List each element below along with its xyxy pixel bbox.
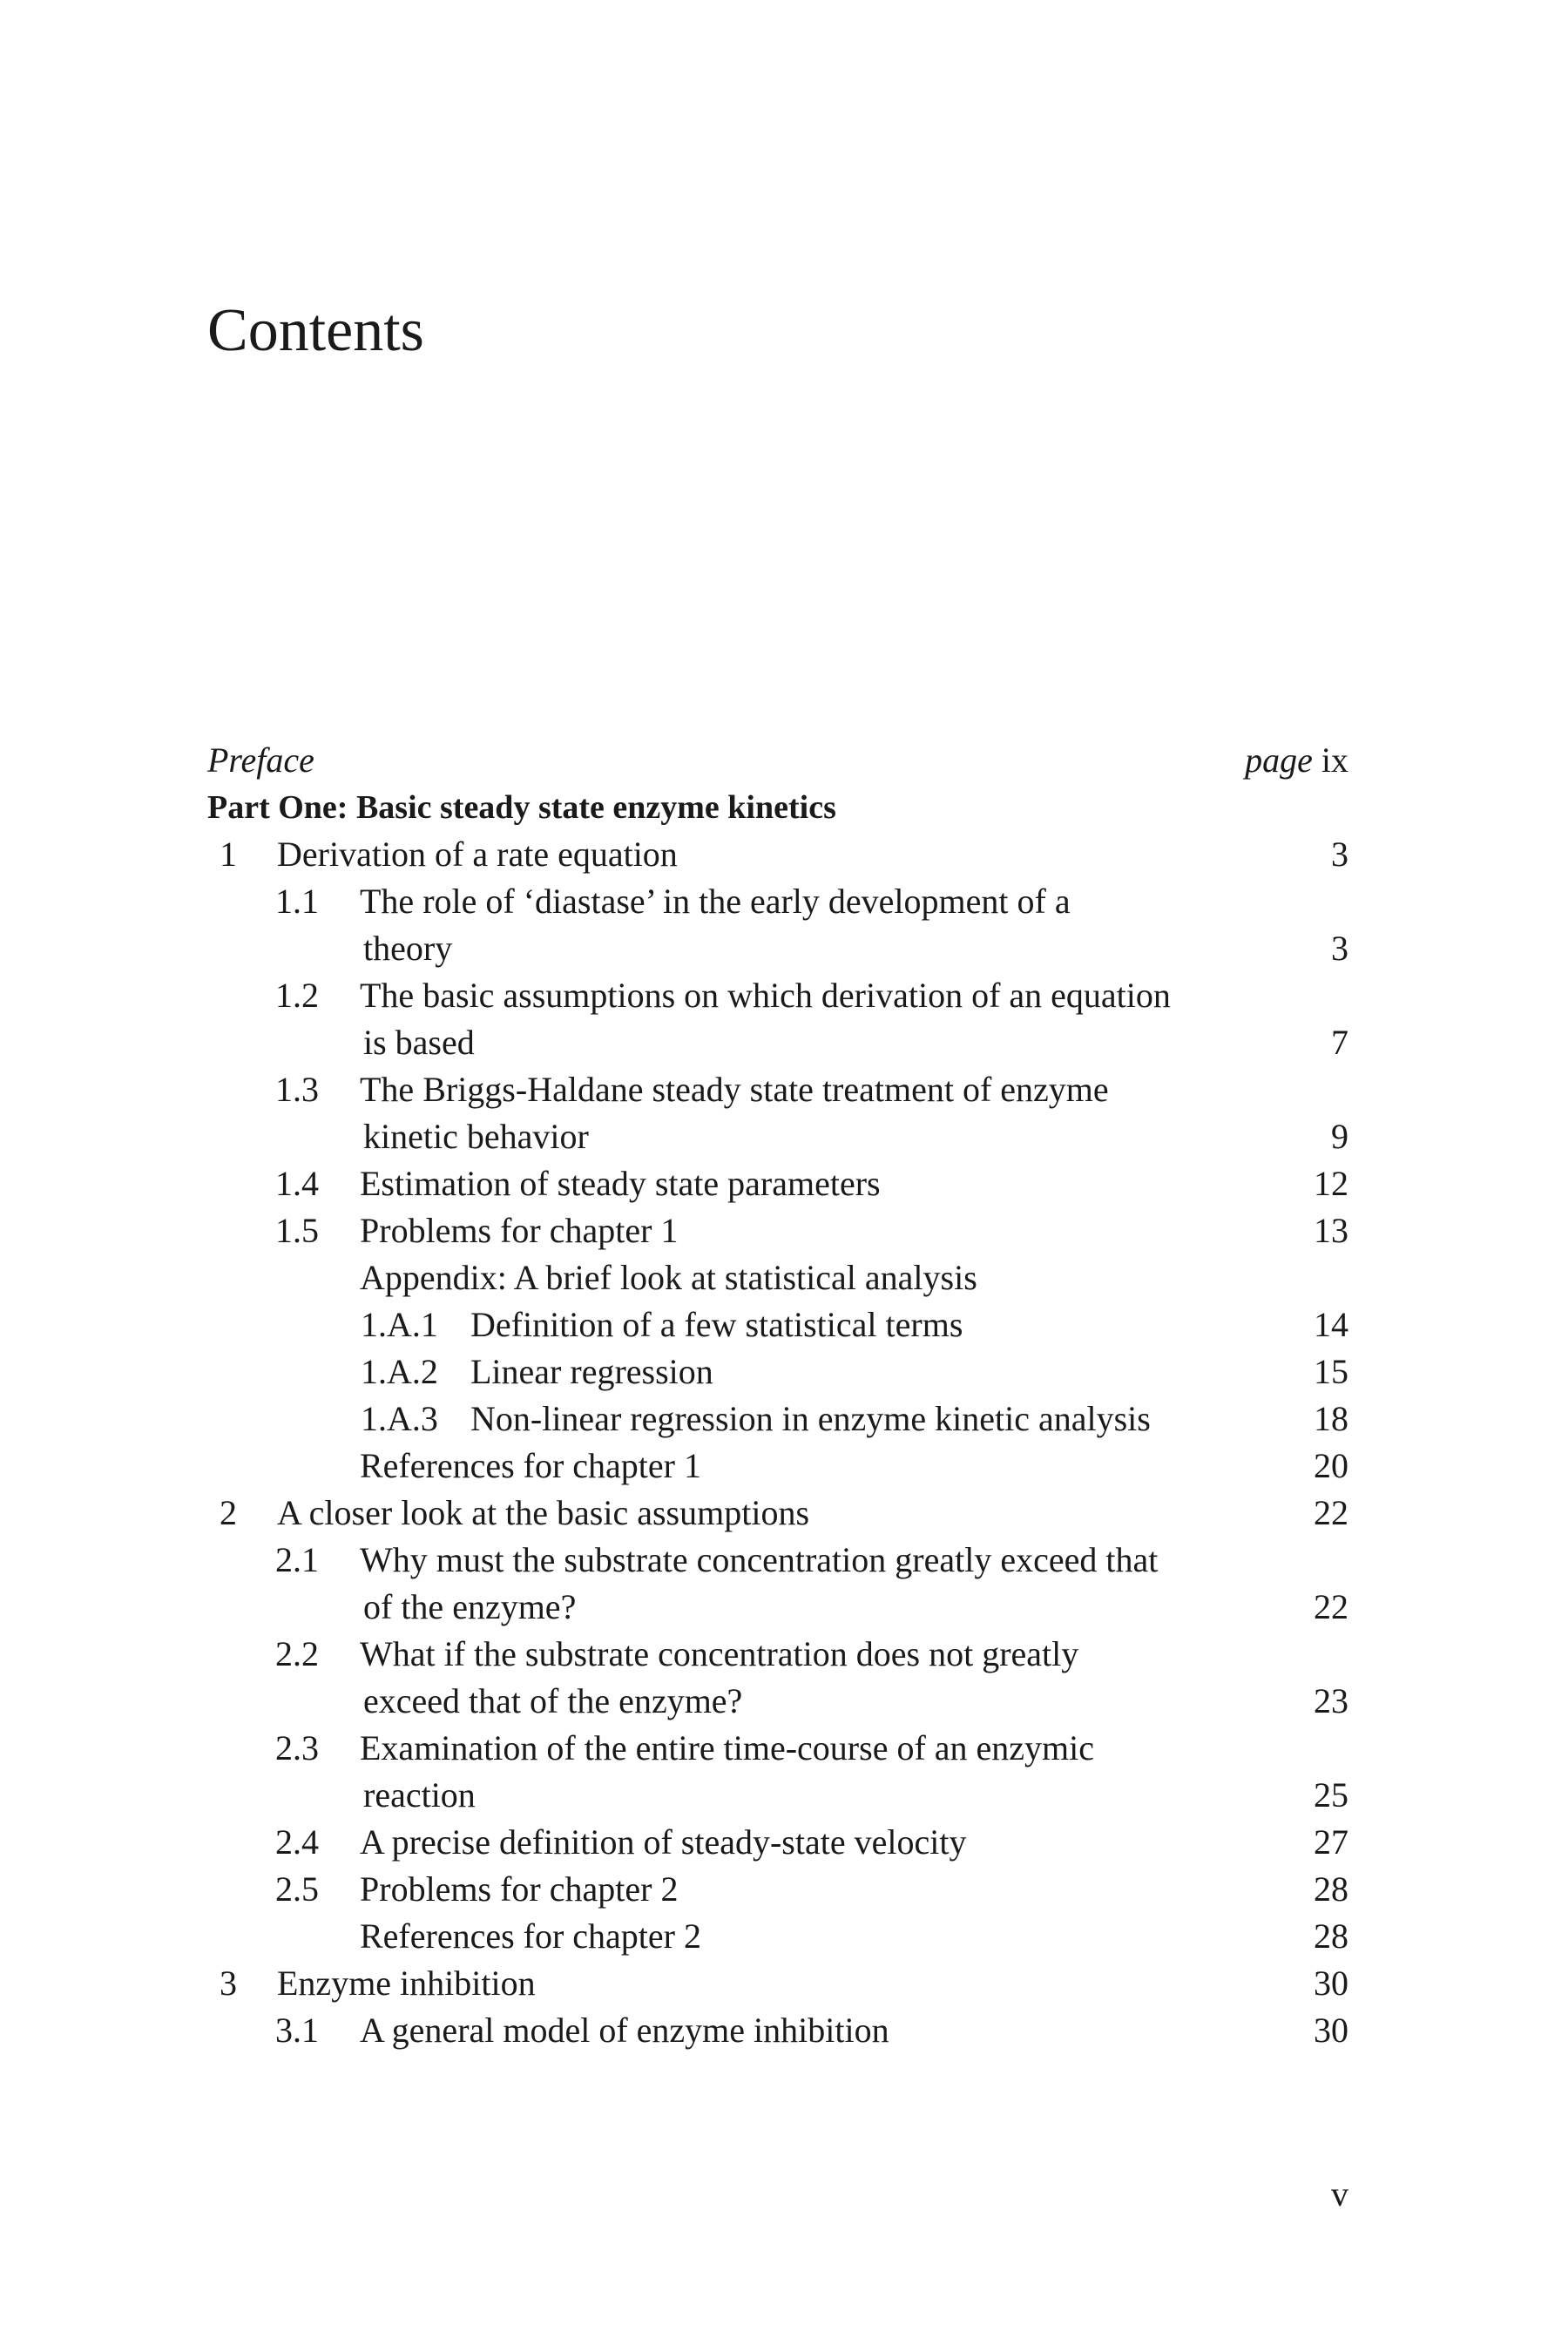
preface-page-number: ix [1321,740,1348,780]
toc-entry [207,972,1348,1019]
toc-entry-title: Why must the substrate concentration greatly exceed that [360,1540,1159,1579]
toc-entry-title: kinetic behavior [363,1117,589,1156]
toc-entry-page: 20 [1314,1446,1348,1485]
table-of-contents [207,737,1348,2054]
toc-entry [207,2007,1348,2054]
toc-entry-title: The Briggs-Haldane steady state treatment of enzyme [360,1070,1109,1109]
toc-entry [207,925,1348,972]
part-label: Part One: Basic steady state enzyme kinetics [207,789,836,826]
toc-entry-title: Non-linear regression in enzyme kinetic analysis [470,1399,1151,1438]
toc-entry [207,1631,1348,1678]
toc-entry-page: 22 [1314,1493,1348,1532]
toc-entry [207,1490,1348,1537]
toc-entry [207,1254,1348,1301]
toc-entry-number: 1.A.3 [361,1399,438,1438]
toc-entry-title: Examination of the entire time-course of an enzymic [360,1728,1095,1767]
toc-entry [207,1160,1348,1207]
toc-entry-number: 2.5 [275,1869,319,1909]
toc-entry [207,1113,1348,1160]
toc-entry-page: 30 [1314,1963,1348,2003]
toc-entry-number: 2.4 [275,1822,319,1862]
toc-entry-page: 15 [1314,1352,1348,1391]
toc-entry [207,1396,1348,1443]
toc-entry-page: 23 [1314,1681,1348,1720]
toc-entry-title: Appendix: A brief look at statistical analysis [360,1258,977,1297]
toc-entry [207,831,1348,878]
toc-preface-row [207,737,1348,784]
toc-entry-page: 14 [1314,1305,1348,1344]
toc-entry-title: Problems for chapter 1 [360,1211,679,1250]
toc-entry [207,1913,1348,1960]
toc-entry-page: 28 [1314,1869,1348,1909]
preface-label: Preface [207,740,314,780]
toc-entry [207,1584,1348,1631]
toc-entry-page: 18 [1314,1399,1348,1438]
toc-entry-title: The role of ‘diastase’ in the early development of a [360,882,1071,921]
toc-entry-number: 3.1 [275,2011,319,2050]
toc-entry [207,1725,1348,1772]
toc-entry-page: 13 [1314,1211,1348,1250]
toc-entry-number: 2.3 [275,1728,319,1767]
toc-entry-page: 27 [1314,1822,1348,1862]
toc-entry-number: 1.1 [275,882,319,921]
toc-entry-title: What if the substrate concentration does not greatly [360,1634,1079,1673]
toc-entry [207,878,1348,925]
page-number-folio: v [1331,2174,1348,2213]
toc-entry-title: Definition of a few statistical terms [470,1305,963,1344]
toc-entry [207,1772,1348,1819]
toc-lines [207,831,1348,2054]
toc-entry [207,1960,1348,2007]
toc-entry-number: 1.A.2 [361,1352,438,1391]
toc-entry-page: 9 [1331,1117,1348,1156]
toc-entry-page: 7 [1331,1023,1348,1062]
toc-entry-title: is based [363,1023,475,1062]
toc-entry [207,1866,1348,1913]
toc-part-heading [207,784,1348,831]
toc-entry-title: Problems for chapter 2 [360,1869,679,1909]
toc-entry-title: exceed that of the enzyme? [363,1681,743,1720]
toc-entry-title: A general model of enzyme inhibition [360,2011,889,2050]
toc-entry-number: 1.2 [275,976,319,1015]
toc-entry-title: References for chapter 1 [360,1446,701,1485]
toc-entry-page: 28 [1314,1916,1348,1956]
toc-entry-number: 1.A.1 [361,1305,438,1344]
toc-entry-title: References for chapter 2 [360,1916,701,1956]
toc-entry-title: Derivation of a rate equation [277,835,678,874]
toc-entry-number: 1.3 [275,1070,319,1109]
toc-entry [207,1443,1348,1490]
preface-page [1245,737,1348,784]
toc-entry-title: Linear regression [470,1352,713,1391]
toc-entry [207,1019,1348,1066]
toc-entry-title: Estimation of steady state parameters [360,1164,881,1203]
toc-entry-title: A precise definition of steady-state velocity [360,1822,967,1862]
toc-entry-page: 25 [1314,1775,1348,1815]
toc-entry-title: theory [363,929,453,968]
toc-entry-page: 22 [1314,1587,1348,1626]
toc-entry-title: of the enzyme? [363,1587,577,1626]
toc-entry-title: A closer look at the basic assumptions [277,1493,810,1532]
toc-entry-number: 1.5 [275,1211,319,1250]
toc-entry-page: 3 [1331,835,1348,874]
toc-entry-number: 2 [220,1493,237,1532]
page-title: Contents [207,297,424,364]
toc-entry-number: 3 [220,1963,237,2003]
toc-entry [207,1301,1348,1348]
toc-entry-number: 2.1 [275,1540,319,1579]
toc-entry-title: The basic assumptions on which derivation of an equation [360,976,1171,1015]
toc-entry-number: 1.4 [275,1164,319,1203]
toc-entry [207,1678,1348,1725]
toc-entry [207,1066,1348,1113]
toc-entry-page: 12 [1314,1164,1348,1203]
toc-entry-page: 30 [1314,2011,1348,2050]
toc-entry [207,1537,1348,1584]
toc-entry-title: reaction [363,1775,476,1815]
toc-entry [207,1207,1348,1254]
toc-entry [207,1348,1348,1396]
toc-entry-number: 1 [220,835,237,874]
toc-entry-page: 3 [1331,929,1348,968]
page-word: page [1245,740,1313,780]
toc-entry [207,1819,1348,1866]
toc-entry-number: 2.2 [275,1634,319,1673]
toc-entry-title: Enzyme inhibition [277,1963,536,2003]
